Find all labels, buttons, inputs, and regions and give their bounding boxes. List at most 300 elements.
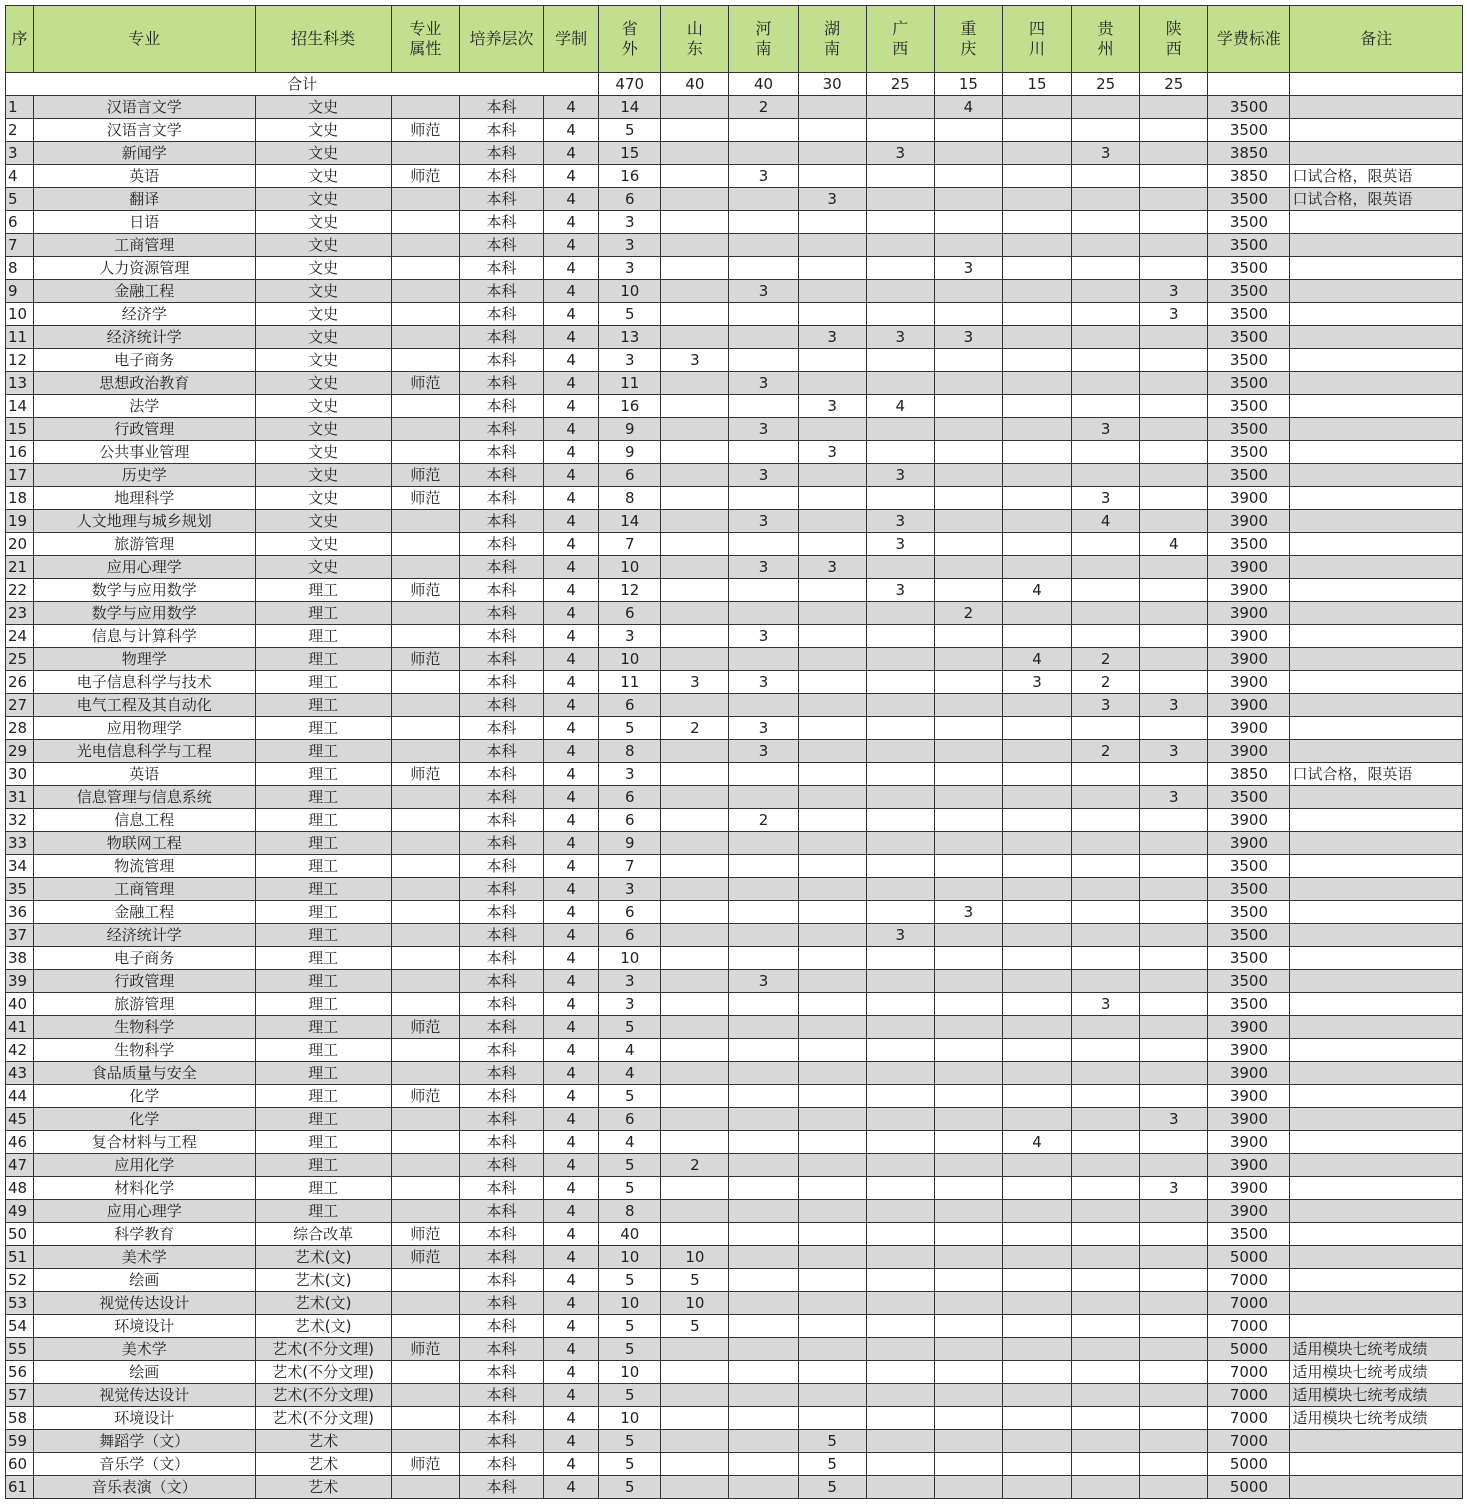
row-quota-waisheng: 5: [599, 1016, 661, 1039]
table-row: [6, 142, 1463, 165]
row-quota-shaanxi: [1140, 464, 1208, 487]
row-years: 4: [544, 1246, 599, 1269]
row-quota-henan: 2: [729, 96, 798, 119]
row-category: 理工: [255, 1131, 391, 1154]
row-quota-shandong: [661, 855, 729, 878]
row-quota-waisheng: 3: [599, 763, 661, 786]
row-category: 艺术: [255, 1430, 391, 1453]
row-quota-waisheng: 5: [599, 1085, 661, 1108]
row-attribute: [391, 188, 459, 211]
row-level: 本科: [459, 211, 543, 234]
row-major: 英语: [34, 165, 255, 188]
row-level: 本科: [459, 717, 543, 740]
row-attribute: [391, 349, 459, 372]
row-category: 理工: [255, 809, 391, 832]
row-quota-waisheng: 6: [599, 188, 661, 211]
row-quota-hunan: 3: [798, 188, 866, 211]
row-note: [1290, 901, 1463, 924]
row-quota-henan: 3: [729, 625, 798, 648]
row-quota-hunan: [798, 372, 866, 395]
row-category: 文史: [255, 165, 391, 188]
row-level: 本科: [459, 1200, 543, 1223]
row-quota-sichuan: [1002, 372, 1071, 395]
row-quota-shaanxi: [1140, 947, 1208, 970]
row-level: 本科: [459, 1430, 543, 1453]
table-row: [6, 1154, 1463, 1177]
row-attribute: [391, 418, 459, 441]
row-quota-chongqing: [934, 1384, 1002, 1407]
row-major: 复合材料与工程: [34, 1131, 255, 1154]
row-note: [1290, 142, 1463, 165]
row-index: 37: [6, 924, 34, 947]
row-quota-hunan: [798, 1108, 866, 1131]
row-attribute: [391, 280, 459, 303]
table-row: [6, 855, 1463, 878]
row-quota-waisheng: 5: [599, 1315, 661, 1338]
row-quota-hunan: [798, 1338, 866, 1361]
row-attribute: [391, 326, 459, 349]
row-note: [1290, 211, 1463, 234]
row-quota-guizhou: [1072, 1085, 1140, 1108]
row-years: 4: [544, 625, 599, 648]
row-fee: 3500: [1208, 533, 1290, 556]
row-attribute: [391, 1292, 459, 1315]
row-level: 本科: [459, 464, 543, 487]
row-quota-waisheng: 10: [599, 280, 661, 303]
row-fee: 5000: [1208, 1246, 1290, 1269]
row-quota-shandong: [661, 1453, 729, 1476]
row-quota-guizhou: [1072, 1062, 1140, 1085]
row-fee: 3500: [1208, 326, 1290, 349]
row-quota-shaanxi: [1140, 326, 1208, 349]
table-row: [6, 832, 1463, 855]
row-fee: 3900: [1208, 487, 1290, 510]
table-row: [6, 602, 1463, 625]
table-row: [6, 671, 1463, 694]
row-quota-chongqing: 3: [934, 901, 1002, 924]
row-index: 44: [6, 1085, 34, 1108]
row-quota-chongqing: [934, 303, 1002, 326]
row-level: 本科: [459, 533, 543, 556]
row-level: 本科: [459, 487, 543, 510]
row-years: 4: [544, 1016, 599, 1039]
row-note: [1290, 993, 1463, 1016]
row-attribute: [391, 1131, 459, 1154]
row-level: 本科: [459, 1453, 543, 1476]
row-note: [1290, 648, 1463, 671]
table-row: [6, 556, 1463, 579]
row-category: 艺术: [255, 1476, 391, 1499]
row-note: [1290, 786, 1463, 809]
row-attribute: [391, 1384, 459, 1407]
row-quota-shaanxi: [1140, 1384, 1208, 1407]
table-row: [6, 1292, 1463, 1315]
row-quota-chongqing: [934, 648, 1002, 671]
row-attribute: 师范: [391, 372, 459, 395]
row-quota-guangxi: [866, 1154, 934, 1177]
row-level: 本科: [459, 349, 543, 372]
row-quota-shandong: [661, 579, 729, 602]
row-quota-henan: [729, 1361, 798, 1384]
row-quota-guizhou: [1072, 1177, 1140, 1200]
row-level: 本科: [459, 257, 543, 280]
row-fee: 3900: [1208, 694, 1290, 717]
row-quota-guizhou: 2: [1072, 740, 1140, 763]
row-quota-guizhou: [1072, 625, 1140, 648]
row-quota-guangxi: [866, 1223, 934, 1246]
row-quota-shandong: [661, 786, 729, 809]
row-quota-henan: [729, 188, 798, 211]
row-quota-guangxi: [866, 1384, 934, 1407]
row-quota-sichuan: [1002, 487, 1071, 510]
row-quota-guangxi: [866, 211, 934, 234]
row-quota-chongqing: [934, 924, 1002, 947]
row-quota-waisheng: 12: [599, 579, 661, 602]
row-quota-shandong: [661, 1200, 729, 1223]
row-quota-shandong: [661, 280, 729, 303]
row-major: 思想政治教育: [34, 372, 255, 395]
row-quota-henan: [729, 1085, 798, 1108]
row-quota-guangxi: [866, 1453, 934, 1476]
row-fee: 3850: [1208, 142, 1290, 165]
row-attribute: [391, 809, 459, 832]
row-years: 4: [544, 1292, 599, 1315]
row-quota-shaanxi: [1140, 993, 1208, 1016]
row-quota-hunan: [798, 878, 866, 901]
row-quota-henan: 3: [729, 464, 798, 487]
row-category: 艺术(不分文理): [255, 1361, 391, 1384]
row-attribute: [391, 717, 459, 740]
row-quota-shandong: 5: [661, 1269, 729, 1292]
row-years: 4: [544, 855, 599, 878]
row-quota-hunan: [798, 96, 866, 119]
row-quota-henan: [729, 901, 798, 924]
row-quota-guizhou: [1072, 1430, 1140, 1453]
row-note: [1290, 372, 1463, 395]
row-quota-chongqing: [934, 510, 1002, 533]
row-index: 31: [6, 786, 34, 809]
row-attribute: [391, 211, 459, 234]
row-quota-shandong: [661, 119, 729, 142]
row-quota-sichuan: [1002, 142, 1071, 165]
row-quota-hunan: [798, 1223, 866, 1246]
row-quota-guangxi: [866, 694, 934, 717]
row-quota-hunan: [798, 418, 866, 441]
row-years: 4: [544, 1430, 599, 1453]
row-quota-guangxi: [866, 1131, 934, 1154]
total-guangxi: 25: [866, 73, 934, 96]
row-years: 4: [544, 924, 599, 947]
row-attribute: 师范: [391, 1016, 459, 1039]
row-quota-sichuan: 3: [1002, 671, 1071, 694]
table-row: [6, 96, 1463, 119]
row-index: 18: [6, 487, 34, 510]
row-index: 8: [6, 257, 34, 280]
row-quota-sichuan: [1002, 1453, 1071, 1476]
row-fee: 3900: [1208, 510, 1290, 533]
row-attribute: 师范: [391, 464, 459, 487]
row-quota-sichuan: [1002, 740, 1071, 763]
row-index: 58: [6, 1407, 34, 1430]
row-attribute: 师范: [391, 165, 459, 188]
row-fee: 3500: [1208, 234, 1290, 257]
row-years: 4: [544, 418, 599, 441]
row-fee: 3900: [1208, 1085, 1290, 1108]
row-category: 文史: [255, 533, 391, 556]
row-years: 4: [544, 740, 599, 763]
row-quota-henan: [729, 119, 798, 142]
row-major: 公共事业管理: [34, 441, 255, 464]
table-row: [6, 579, 1463, 602]
row-years: 4: [544, 786, 599, 809]
row-quota-waisheng: 5: [599, 1430, 661, 1453]
row-category: 理工: [255, 602, 391, 625]
table-row: [6, 625, 1463, 648]
row-category: 艺术(文): [255, 1292, 391, 1315]
table-row: [6, 349, 1463, 372]
row-level: 本科: [459, 142, 543, 165]
row-fee: 3900: [1208, 809, 1290, 832]
row-quota-chongqing: [934, 1292, 1002, 1315]
row-note: [1290, 924, 1463, 947]
row-quota-shandong: [661, 763, 729, 786]
table-row: [6, 1223, 1463, 1246]
row-category: 文史: [255, 142, 391, 165]
row-quota-guizhou: [1072, 188, 1140, 211]
row-major: 电气工程及其自动化: [34, 694, 255, 717]
row-quota-sichuan: [1002, 1016, 1071, 1039]
row-quota-hunan: [798, 257, 866, 280]
row-quota-chongqing: [934, 832, 1002, 855]
row-quota-shandong: [661, 418, 729, 441]
row-years: 4: [544, 763, 599, 786]
row-note: [1290, 625, 1463, 648]
row-fee: 3500: [1208, 119, 1290, 142]
row-quota-waisheng: 11: [599, 372, 661, 395]
row-fee: 3900: [1208, 648, 1290, 671]
row-years: 4: [544, 579, 599, 602]
row-quota-waisheng: 3: [599, 257, 661, 280]
row-quota-waisheng: 16: [599, 165, 661, 188]
total-guizhou: 25: [1072, 73, 1140, 96]
row-category: 文史: [255, 119, 391, 142]
row-quota-sichuan: [1002, 717, 1071, 740]
table-row: [6, 993, 1463, 1016]
row-quota-guangxi: 3: [866, 510, 934, 533]
row-quota-henan: [729, 349, 798, 372]
row-category: 理工: [255, 717, 391, 740]
row-quota-hunan: [798, 763, 866, 786]
row-note: [1290, 1269, 1463, 1292]
row-quota-guangxi: [866, 1292, 934, 1315]
row-quota-sichuan: [1002, 211, 1071, 234]
row-category: 理工: [255, 786, 391, 809]
row-quota-hunan: [798, 234, 866, 257]
row-quota-hunan: [798, 855, 866, 878]
row-index: 3: [6, 142, 34, 165]
row-quota-hunan: [798, 1315, 866, 1338]
row-index: 1: [6, 96, 34, 119]
row-note: [1290, 602, 1463, 625]
row-quota-guangxi: [866, 280, 934, 303]
row-quota-sichuan: [1002, 1338, 1071, 1361]
header-level: 培养层次: [459, 6, 543, 73]
row-category: 文史: [255, 349, 391, 372]
row-quota-hunan: [798, 510, 866, 533]
row-quota-guizhou: [1072, 1476, 1140, 1499]
row-quota-henan: 3: [729, 970, 798, 993]
row-quota-guizhou: [1072, 1154, 1140, 1177]
row-quota-guizhou: [1072, 1292, 1140, 1315]
row-attribute: [391, 1269, 459, 1292]
table-row: [6, 1361, 1463, 1384]
row-category: 文史: [255, 395, 391, 418]
row-attribute: 师范: [391, 579, 459, 602]
row-quota-guizhou: [1072, 257, 1140, 280]
row-quota-henan: [729, 648, 798, 671]
row-category: 理工: [255, 832, 391, 855]
row-fee: 3500: [1208, 901, 1290, 924]
row-note: [1290, 671, 1463, 694]
row-index: 36: [6, 901, 34, 924]
row-attribute: 师范: [391, 1085, 459, 1108]
row-years: 4: [544, 602, 599, 625]
row-quota-guizhou: [1072, 1453, 1140, 1476]
row-attribute: [391, 533, 459, 556]
row-quota-guangxi: 3: [866, 142, 934, 165]
row-note: [1290, 1131, 1463, 1154]
row-category: 文史: [255, 188, 391, 211]
header-province-guangxi: 广西: [866, 6, 934, 73]
row-quota-shandong: [661, 464, 729, 487]
row-quota-guizhou: [1072, 1315, 1140, 1338]
row-years: 4: [544, 188, 599, 211]
row-attribute: [391, 556, 459, 579]
table-row: [6, 970, 1463, 993]
total-hunan: 30: [798, 73, 866, 96]
row-category: 理工: [255, 970, 391, 993]
row-quota-henan: 3: [729, 556, 798, 579]
row-index: 41: [6, 1016, 34, 1039]
row-fee: 3900: [1208, 740, 1290, 763]
row-quota-sichuan: [1002, 464, 1071, 487]
row-attribute: [391, 257, 459, 280]
row-quota-sichuan: [1002, 234, 1071, 257]
row-attribute: [391, 786, 459, 809]
row-category: 文史: [255, 326, 391, 349]
row-quota-shandong: [661, 1338, 729, 1361]
row-fee: 3900: [1208, 556, 1290, 579]
row-quota-chongqing: [934, 947, 1002, 970]
row-attribute: [391, 740, 459, 763]
row-quota-waisheng: 5: [599, 303, 661, 326]
row-fee: 3500: [1208, 464, 1290, 487]
row-quota-sichuan: [1002, 763, 1071, 786]
row-quota-shandong: [661, 1384, 729, 1407]
row-major: 环境设计: [34, 1315, 255, 1338]
row-quota-guangxi: [866, 1016, 934, 1039]
row-quota-guizhou: [1072, 1361, 1140, 1384]
row-years: 4: [544, 257, 599, 280]
row-major: 应用化学: [34, 1154, 255, 1177]
row-note: [1290, 1108, 1463, 1131]
row-major: 美术学: [34, 1246, 255, 1269]
row-category: 文史: [255, 464, 391, 487]
header-index: 序: [6, 6, 34, 73]
row-quota-hunan: [798, 165, 866, 188]
row-quota-shaanxi: [1140, 372, 1208, 395]
row-quota-chongqing: [934, 211, 1002, 234]
row-quota-shandong: [661, 1476, 729, 1499]
row-major: 绘画: [34, 1269, 255, 1292]
row-fee: 3500: [1208, 418, 1290, 441]
row-fee: 3900: [1208, 1200, 1290, 1223]
row-quota-guizhou: [1072, 96, 1140, 119]
row-major: 经济统计学: [34, 924, 255, 947]
row-years: 4: [544, 717, 599, 740]
row-quota-shandong: [661, 326, 729, 349]
row-years: 4: [544, 832, 599, 855]
row-major: 地理科学: [34, 487, 255, 510]
header-province-guizhou: 贵州: [1072, 6, 1140, 73]
row-category: 文史: [255, 556, 391, 579]
row-quota-sichuan: [1002, 1430, 1071, 1453]
header-major: 专业: [34, 6, 255, 73]
row-major: 旅游管理: [34, 993, 255, 1016]
row-level: 本科: [459, 395, 543, 418]
row-quota-shandong: 10: [661, 1246, 729, 1269]
row-quota-waisheng: 4: [599, 1039, 661, 1062]
row-quota-henan: [729, 1384, 798, 1407]
row-quota-henan: [729, 1108, 798, 1131]
row-quota-hunan: [798, 211, 866, 234]
row-note: [1290, 1430, 1463, 1453]
row-attribute: [391, 947, 459, 970]
row-attribute: [391, 602, 459, 625]
table-row: [6, 395, 1463, 418]
row-attribute: [391, 1108, 459, 1131]
row-major: 工商管理: [34, 234, 255, 257]
row-level: 本科: [459, 96, 543, 119]
row-index: 26: [6, 671, 34, 694]
row-level: 本科: [459, 1315, 543, 1338]
row-major: 信息工程: [34, 809, 255, 832]
row-quota-guangxi: [866, 625, 934, 648]
row-index: 48: [6, 1177, 34, 1200]
table-row: [6, 763, 1463, 786]
row-category: 理工: [255, 740, 391, 763]
row-years: 4: [544, 901, 599, 924]
row-quota-guizhou: [1072, 786, 1140, 809]
row-quota-hunan: [798, 809, 866, 832]
row-quota-waisheng: 5: [599, 119, 661, 142]
row-quota-shandong: [661, 878, 729, 901]
row-quota-guangxi: 3: [866, 533, 934, 556]
row-quota-waisheng: 5: [599, 1453, 661, 1476]
row-level: 本科: [459, 1016, 543, 1039]
row-quota-henan: [729, 1269, 798, 1292]
row-quota-hunan: [798, 280, 866, 303]
row-quota-waisheng: 6: [599, 602, 661, 625]
row-major: 数学与应用数学: [34, 579, 255, 602]
row-quota-waisheng: 16: [599, 395, 661, 418]
row-quota-shandong: 2: [661, 1154, 729, 1177]
row-quota-hunan: [798, 832, 866, 855]
row-quota-shandong: [661, 740, 729, 763]
row-index: 49: [6, 1200, 34, 1223]
row-quota-chongqing: [934, 855, 1002, 878]
row-quota-guizhou: 2: [1072, 671, 1140, 694]
